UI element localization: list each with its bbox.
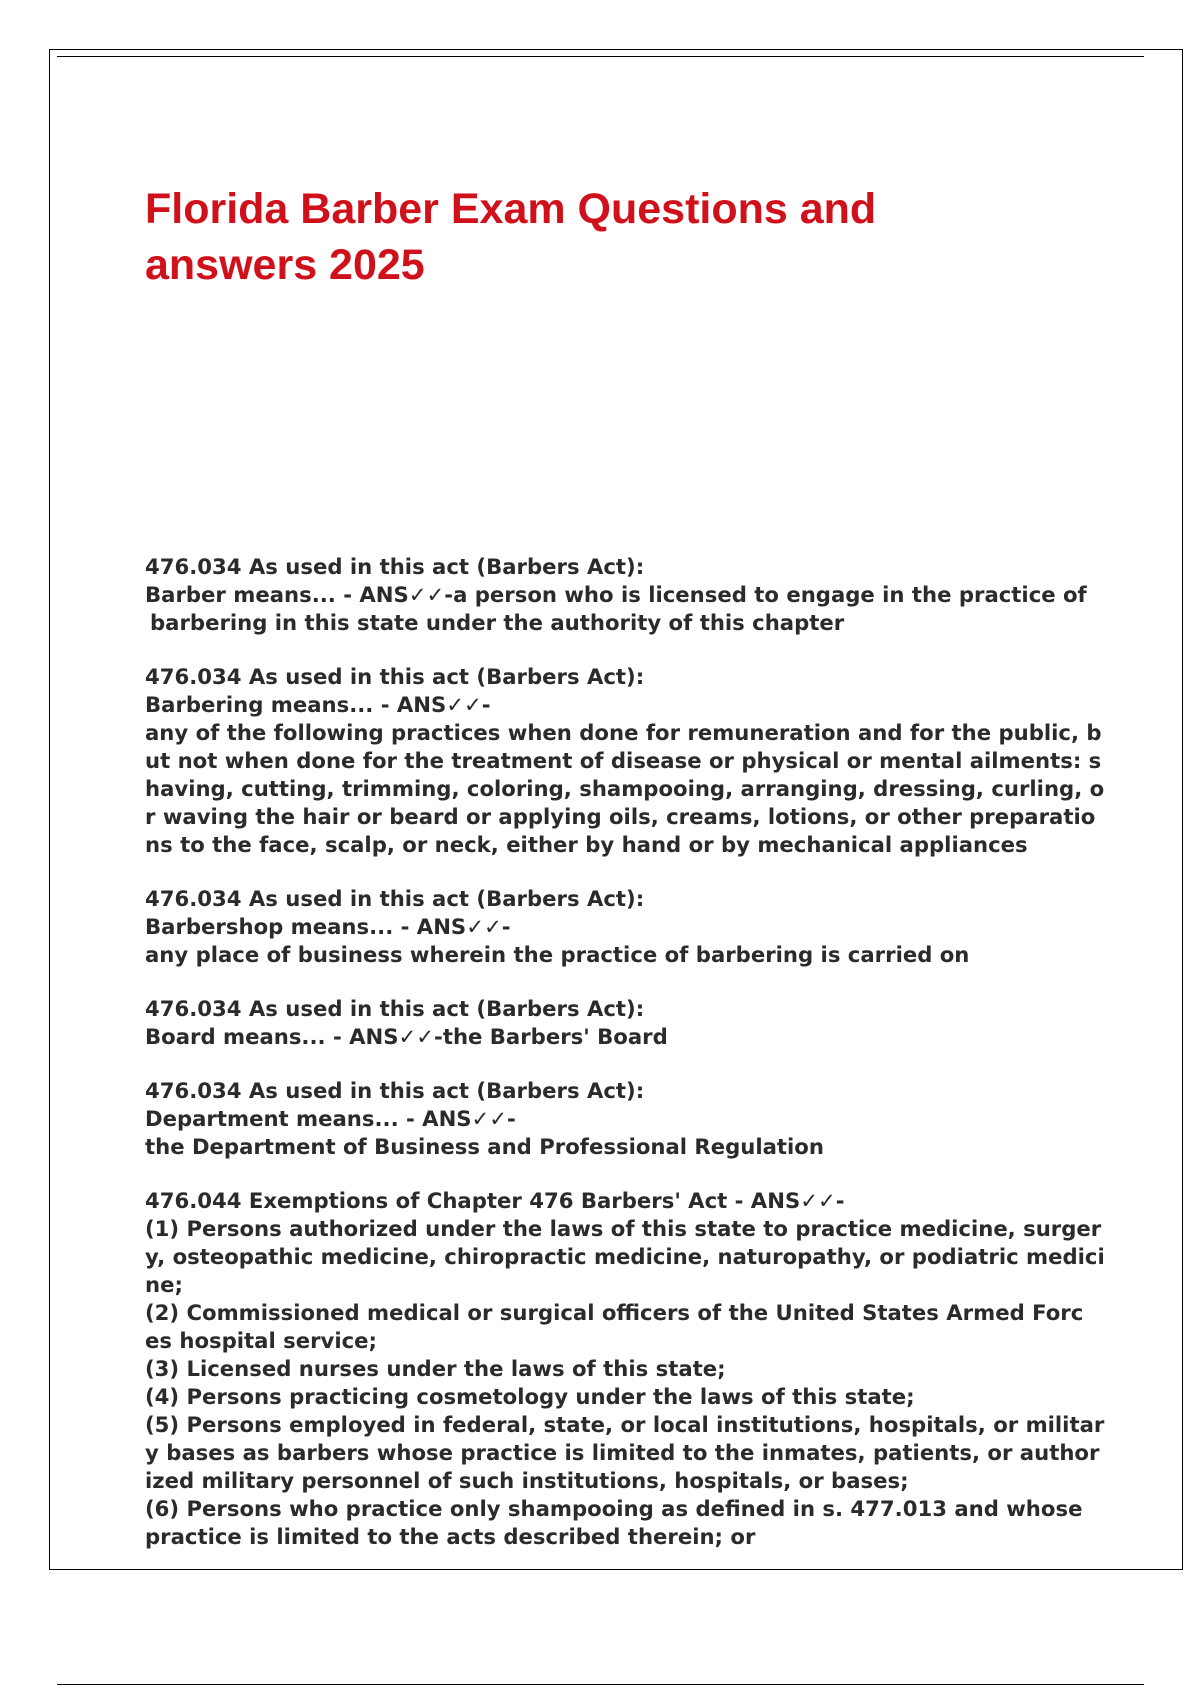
answer-text: ne; (145, 1272, 183, 1297)
top-rule (57, 56, 1144, 57)
document-title (145, 181, 1045, 293)
question-text: Board means... - ANS✓✓-the Barbers' Board (145, 1024, 668, 1049)
question-text: Barbering means... - ANS✓✓- (145, 692, 491, 717)
answer-text: (4) Persons practicing cosmetology under the laws of this state; (145, 1384, 915, 1409)
answer-text: es hospital service; (145, 1328, 378, 1353)
qa-entry-exemptions (145, 1187, 1105, 1551)
answer-text: any of the following practices when done for remuneration and for the public, b (145, 720, 1102, 745)
question-text: Barbershop means... - ANS✓✓- (145, 914, 511, 939)
answer-text: ut not when done for the treatment of disease or physical or mental ailments: s (145, 748, 1102, 773)
qa-entry-department (145, 1077, 1085, 1161)
answer-text: ns to the face, scalp, or neck, either by hand or by mechanical appliances (145, 832, 1028, 857)
answer-text: (1) Persons authorized under the laws of this state to practice medicine, surger (145, 1216, 1102, 1241)
qa-entry-barbershop (145, 885, 1085, 969)
title-line: Florida Barber Exam Questions and (145, 185, 877, 233)
qa-content (145, 553, 1105, 1577)
answer-text: (5) Persons employed in federal, state, or local institutions, hospitals, or militar (145, 1412, 1105, 1437)
question-heading: 476.034 As used in this act (Barbers Act): (145, 886, 645, 911)
answer-text: y bases as barbers whose practice is limited to the inmates, patients, or author (145, 1440, 1100, 1465)
answer-text: r waving the hair or beard or applying oils, creams, lotions, or other preparatio (145, 804, 1096, 829)
answer-text: (2) Commissioned medical or surgical officers of the United States Armed Forc (145, 1300, 1084, 1325)
answer-text: the Department of Business and Professional Regulation (145, 1134, 824, 1159)
question-heading: 476.034 As used in this act (Barbers Act): (145, 1078, 645, 1103)
question-heading: 476.044 Exemptions of Chapter 476 Barbers' Act - ANS✓✓- (145, 1188, 845, 1213)
question-text: Barber means... - ANS✓✓-a person who is licensed to engage in the practice of (145, 582, 1087, 607)
answer-text: ized military personnel of such institutions, hospitals, or bases; (145, 1468, 909, 1493)
question-heading: 476.034 As used in this act (Barbers Act): (145, 664, 645, 689)
question-text: Department means... - ANS✓✓- (145, 1106, 516, 1131)
answer-text: barbering in this state under the authority of this chapter (150, 610, 845, 635)
qa-entry-barbering (145, 663, 1105, 859)
answer-text: (3) Licensed nurses under the laws of this state; (145, 1356, 726, 1381)
answer-text: practice is limited to the acts described therein; or (145, 1524, 756, 1549)
title-line: answers 2025 (145, 241, 425, 289)
answer-text: y, osteopathic medicine, chiropractic medicine, naturopathy, or podiatric medici (145, 1244, 1105, 1269)
answer-text: (6) Persons who practice only shampooing as defined in s. 477.013 and whose (145, 1496, 1083, 1521)
bottom-rule (57, 1684, 1144, 1685)
question-heading: 476.034 As used in this act (Barbers Act): (145, 554, 645, 579)
qa-entry-barber (145, 553, 1085, 637)
answer-text: having, cutting, trimming, coloring, shampooing, arranging, dressing, curling, o (145, 776, 1105, 801)
answer-text: any place of business wherein the practice of barbering is carried on (145, 942, 970, 967)
question-heading: 476.034 As used in this act (Barbers Act): (145, 996, 645, 1021)
qa-entry-board (145, 995, 1085, 1051)
